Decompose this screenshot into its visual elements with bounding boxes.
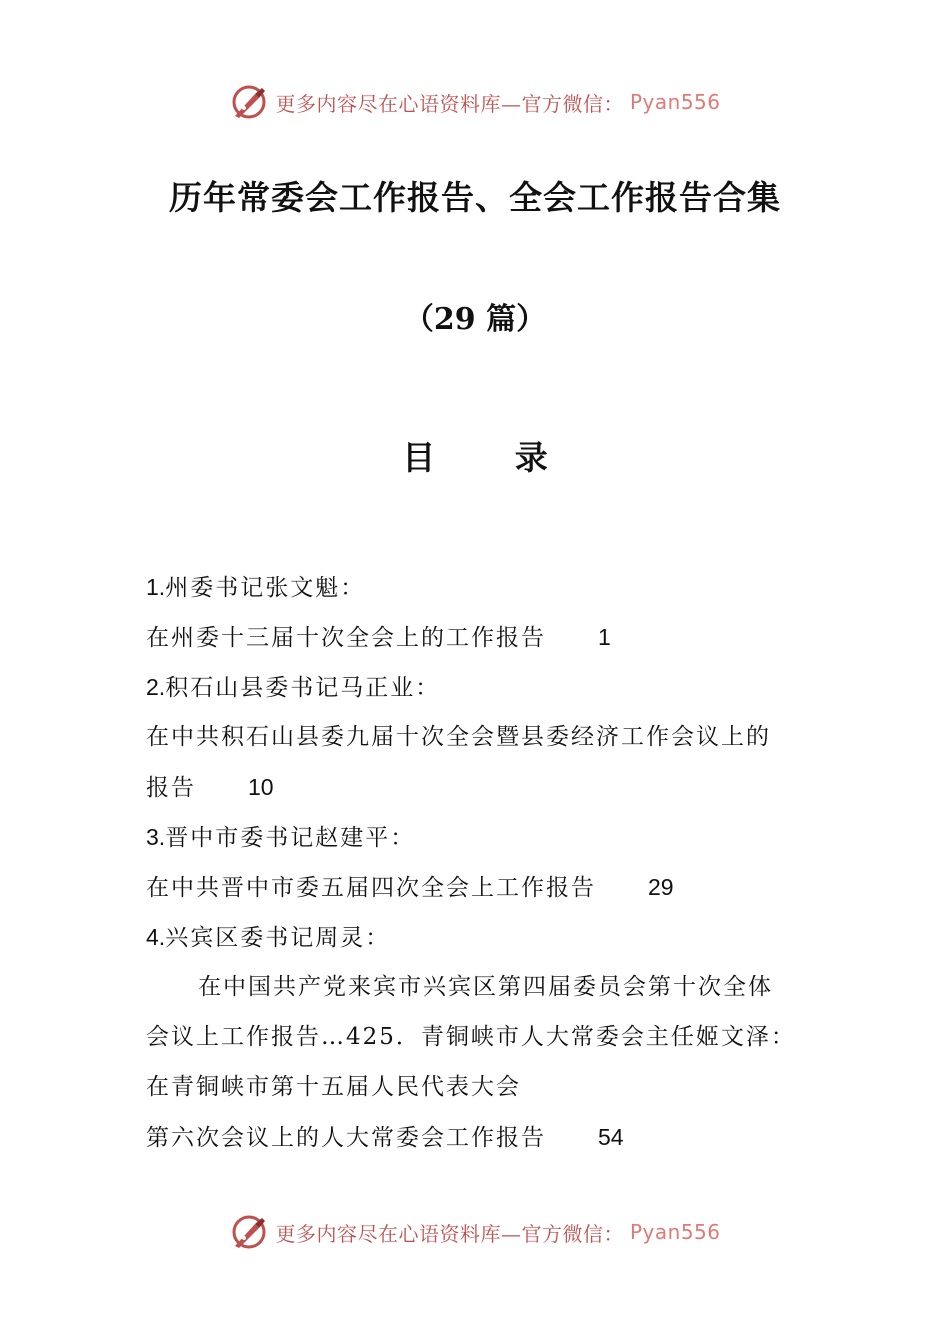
toc-entry[interactable] [146, 716, 826, 766]
toc-entry-text: 在州委十三届十次全会上的工作报告 [146, 625, 546, 651]
toc-entry [146, 916, 826, 966]
toc-entry [146, 566, 826, 616]
watermark-text: 更多内容尽在心语资料库—官方微信： [275, 1221, 624, 1246]
watermark-text: 更多内容尽在心语资料库—官方微信： [275, 91, 624, 116]
watermark-wechat-id: Pyan556 [629, 1220, 721, 1244]
document-subtitle: （29 篇） [403, 302, 547, 337]
toc-page-number: 54 [598, 1124, 624, 1150]
pen-nib-logo-icon [229, 82, 269, 122]
toc-entry-number: 2. [146, 674, 166, 700]
toc-entry-number: 4. [146, 924, 166, 950]
toc-entry-number: 1. [146, 574, 166, 600]
toc-entry-text: 积石山县委书记马正业： [165, 675, 441, 701]
toc-entry [146, 666, 826, 716]
toc-entry [146, 816, 826, 866]
table-of-contents [146, 566, 826, 1166]
toc-entry[interactable] [146, 866, 826, 916]
toc-entry-text: 第六次会议上的人大常委会工作报告 [146, 1125, 546, 1151]
toc-entry-text: 会议上工作报告…425．青铜峡市人大常委会主任姬文泽： [146, 1024, 796, 1050]
toc-entry-text: 州委书记张文魁： [165, 575, 366, 601]
toc-entry-text: 报告 [146, 775, 196, 801]
toc-entry-text: 在中国共产党来宾市兴宾区第四届委员会第十次全体 [198, 974, 773, 1000]
toc-entry[interactable] [146, 966, 826, 1016]
toc-page-number: 1 [598, 624, 611, 650]
toc-entry-text: 在青铜峡市第十五届人民代表大会 [146, 1074, 521, 1100]
watermark-wechat-id: Pyan556 [629, 90, 721, 114]
toc-entry[interactable] [146, 1016, 826, 1066]
toc-entry-text: 在中共晋中市委五届四次全会上工作报告 [146, 875, 596, 901]
toc-entry[interactable] [146, 616, 826, 666]
toc-entry[interactable] [146, 1066, 826, 1116]
toc-heading: 目 录 [402, 438, 582, 477]
toc-entry[interactable] [146, 1116, 826, 1166]
toc-entry-text: 兴宾区委书记周灵： [165, 925, 391, 951]
toc-page-number: 29 [648, 874, 674, 900]
watermark-banner-bottom [0, 1210, 950, 1254]
watermark-banner-top [0, 80, 950, 124]
toc-entry[interactable] [146, 766, 826, 816]
toc-page-number: 10 [248, 774, 274, 800]
document-title: 历年常委会工作报告、全会工作报告合集 [169, 178, 781, 217]
pen-nib-logo-icon [229, 1212, 269, 1252]
toc-entry-number: 3. [146, 824, 166, 850]
toc-entry-text: 晋中市委书记赵建平： [165, 825, 416, 851]
toc-entry-text: 在中共积石山县委九届十次全会暨县委经济工作会议上的 [146, 724, 771, 750]
